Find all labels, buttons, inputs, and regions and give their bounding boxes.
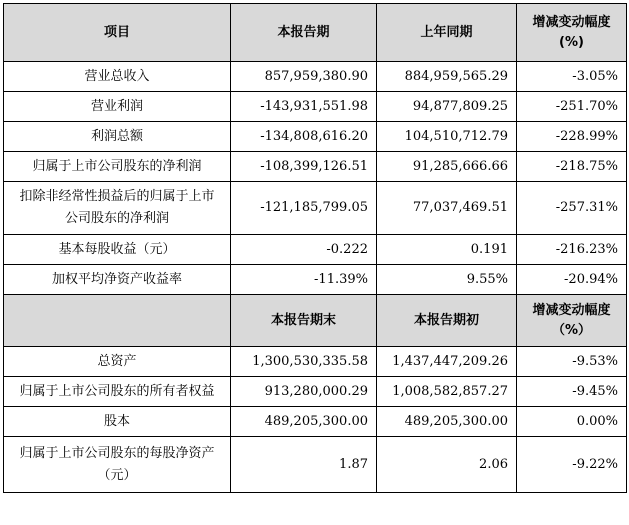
header-prior-period: 上年同期	[377, 4, 517, 62]
change-value: 0.00%	[517, 407, 627, 437]
current-value: -11.39%	[231, 265, 377, 295]
prior-value: 2.06	[377, 437, 517, 493]
prior-value: 91,285,666.66	[377, 152, 517, 182]
financial-summary-table	[3, 3, 627, 493]
current-value: -134,808,616.20	[231, 122, 377, 152]
table-row	[4, 407, 627, 437]
row-label: 股本	[4, 407, 231, 437]
change-value: -9.22%	[517, 437, 627, 493]
row-label: 归属于上市公司股东的净利润	[4, 152, 231, 182]
row-label: 总资产	[4, 347, 231, 377]
prior-value: 1,437,447,209.26	[377, 347, 517, 377]
change-value: -9.45%	[517, 377, 627, 407]
prior-value: 489,205,300.00	[377, 407, 517, 437]
header-change	[517, 295, 627, 347]
header-change	[517, 4, 627, 62]
header-item: 项目	[4, 4, 231, 62]
row-label: 利润总额	[4, 122, 231, 152]
row-label	[4, 437, 231, 493]
prior-value: 77,037,469.51	[377, 182, 517, 235]
section-header-row	[4, 295, 627, 347]
header-change-title: 增减变动幅度	[532, 302, 611, 318]
change-value: -20.94%	[517, 265, 627, 295]
change-value: -218.75%	[517, 152, 627, 182]
section-header-blank	[4, 295, 231, 347]
header-current-period: 本报告期	[231, 4, 377, 62]
current-value: 913,280,000.29	[231, 377, 377, 407]
table-row	[4, 437, 627, 493]
current-value: 1.87	[231, 437, 377, 493]
header-change-title: 增减变动幅度	[532, 14, 611, 30]
row-label: 归属于上市公司股东的所有者权益	[4, 377, 231, 407]
header-period-end: 本报告期末	[231, 295, 377, 347]
row-label-line1: 扣除非经常性损益后的归属于上市	[19, 189, 215, 204]
prior-value: 94,877,809.25	[377, 92, 517, 122]
change-value: -9.53%	[517, 347, 627, 377]
header-period-start: 本报告期初	[377, 295, 517, 347]
table-row	[4, 182, 627, 235]
current-value: 489,205,300.00	[231, 407, 377, 437]
current-value: -143,931,551.98	[231, 92, 377, 122]
current-value: 1,300,530,335.58	[231, 347, 377, 377]
prior-value: 0.191	[377, 235, 517, 265]
prior-value: 104,510,712.79	[377, 122, 517, 152]
current-value: 857,959,380.90	[231, 62, 377, 92]
header-change-unit: （%）	[551, 322, 592, 338]
change-value: -3.05%	[517, 62, 627, 92]
table-row	[4, 265, 627, 295]
prior-value: 1,008,582,857.27	[377, 377, 517, 407]
prior-value: 9.55%	[377, 265, 517, 295]
row-label-line2: （元）	[97, 467, 137, 483]
current-value: -0.222	[231, 235, 377, 265]
table-row	[4, 235, 627, 265]
table-row	[4, 347, 627, 377]
header-change-unit: (%)	[559, 34, 584, 50]
row-label-line1: 归属于上市公司股东的每股净资产	[19, 445, 215, 461]
table-row	[4, 92, 627, 122]
row-label: 加权平均净资产收益率	[4, 265, 231, 295]
prior-value: 884,959,565.29	[377, 62, 517, 92]
table-row	[4, 152, 627, 182]
row-label: 营业利润	[4, 92, 231, 122]
row-label	[4, 182, 231, 235]
table-row	[4, 62, 627, 92]
change-value: -228.99%	[517, 122, 627, 152]
table-row	[4, 377, 627, 407]
change-value: -257.31%	[517, 182, 627, 235]
change-value: -216.23%	[517, 235, 627, 265]
header-row	[4, 4, 627, 62]
table-row	[4, 122, 627, 152]
current-value: -108,399,126.51	[231, 152, 377, 182]
row-label: 营业总收入	[4, 62, 231, 92]
row-label: 基本每股收益（元）	[4, 235, 231, 265]
row-label-line2: 公司股东的净利润	[64, 211, 169, 226]
current-value: -121,185,799.05	[231, 182, 377, 235]
change-value: -251.70%	[517, 92, 627, 122]
